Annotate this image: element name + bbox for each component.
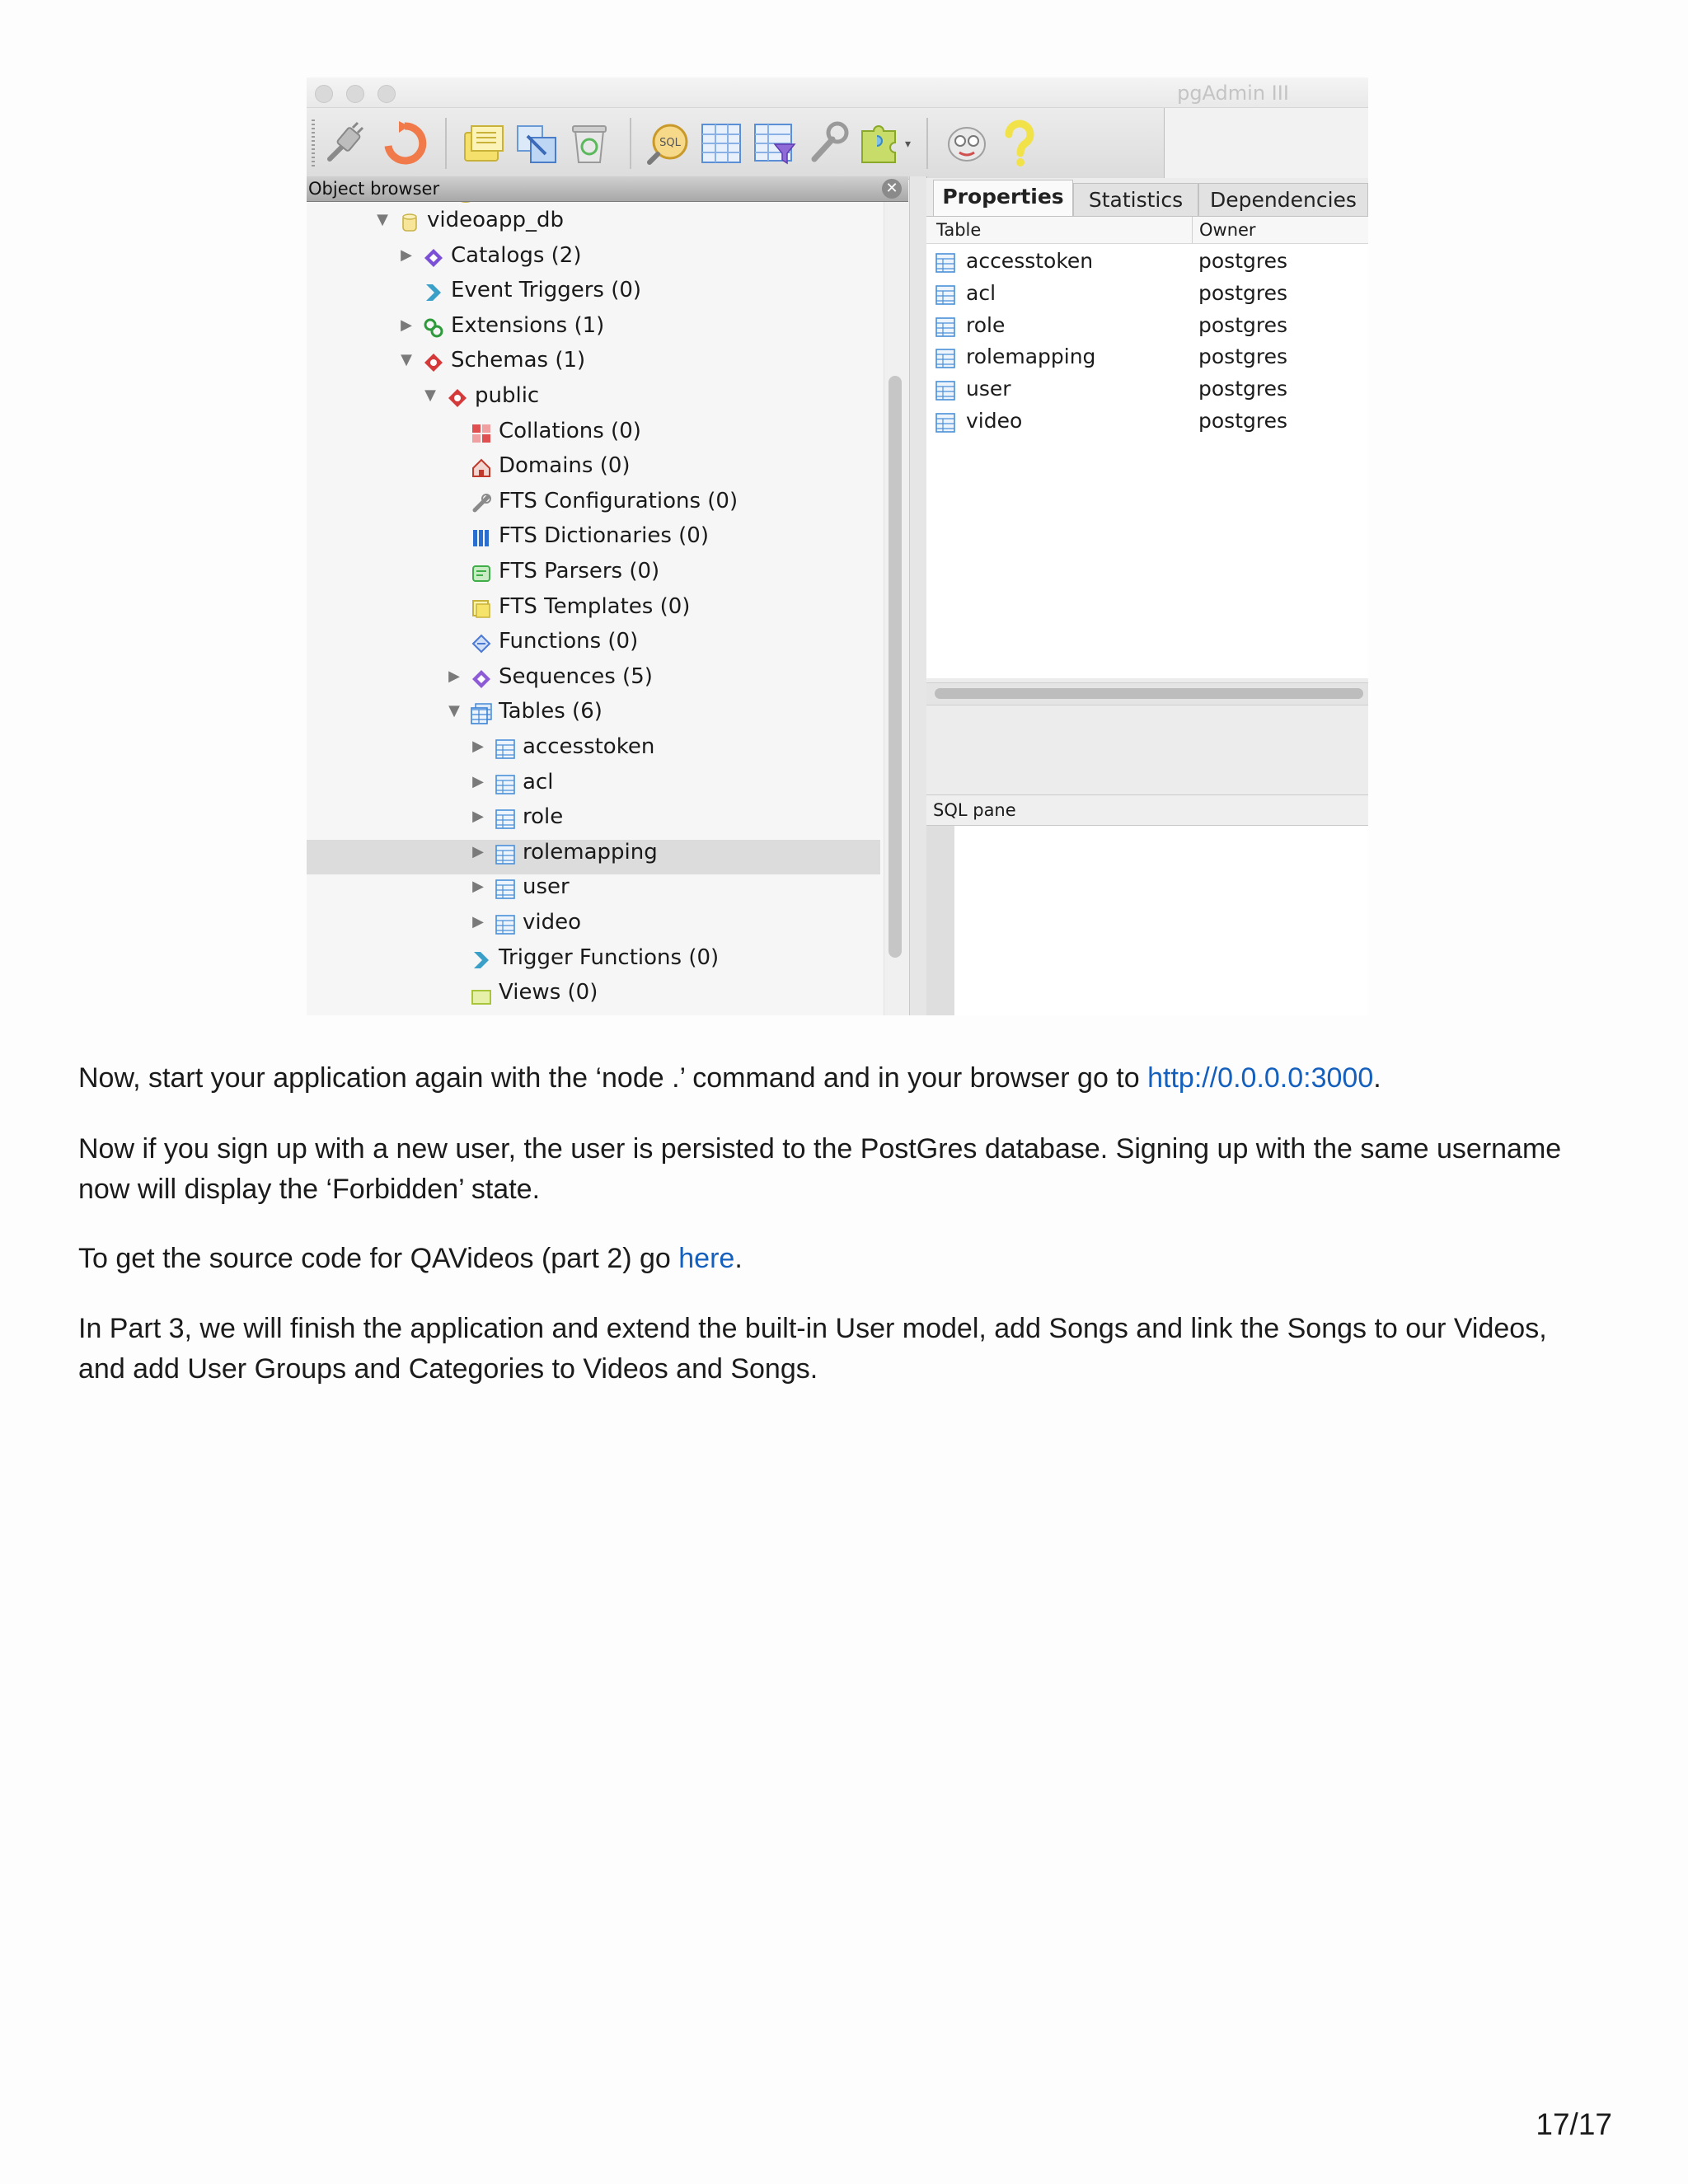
tables-list[interactable] bbox=[926, 216, 1368, 678]
tree-item[interactable] bbox=[307, 485, 880, 518]
tree-item[interactable] bbox=[307, 800, 880, 833]
paragraph-text: To get the source code for QAVideos (part 2) go bbox=[78, 1243, 679, 1274]
toolbar-grip[interactable] bbox=[312, 120, 315, 167]
table-name-cell: rolemapping bbox=[966, 344, 1096, 369]
plugins-dropdown-arrow[interactable]: ▾ bbox=[905, 138, 912, 151]
view-data-icon[interactable] bbox=[697, 120, 745, 167]
drop-icon[interactable] bbox=[565, 120, 613, 167]
table-icon bbox=[935, 251, 956, 272]
maintenance-icon[interactable] bbox=[803, 120, 851, 167]
tree-item-label: user bbox=[523, 874, 570, 900]
query-tool-icon[interactable] bbox=[645, 120, 692, 167]
table-icon bbox=[935, 378, 956, 400]
tree-item-label: acl bbox=[523, 769, 554, 794]
tree-item[interactable] bbox=[307, 906, 880, 939]
table-name-cell: video bbox=[966, 409, 1023, 433]
tree-item[interactable] bbox=[307, 766, 880, 799]
tree-item[interactable] bbox=[307, 870, 880, 903]
tree-item-label: Domains (0) bbox=[499, 453, 631, 479]
schemas-icon bbox=[423, 350, 444, 372]
expand-arrow-icon[interactable]: ▶ bbox=[472, 738, 484, 755]
sql-pane-editor[interactable] bbox=[926, 826, 1368, 1015]
tree-item[interactable] bbox=[307, 519, 880, 552]
tree-item-label: video bbox=[523, 910, 582, 935]
table-name-cell: role bbox=[966, 312, 1006, 337]
fts-dictionaries-icon bbox=[471, 526, 492, 547]
table-owner-cell: postgres bbox=[1198, 344, 1287, 369]
list-horizontal-scrollbar[interactable] bbox=[926, 682, 1368, 705]
tree-item[interactable] bbox=[307, 555, 880, 588]
tab-statistics[interactable]: Statistics bbox=[1073, 183, 1198, 216]
window-titlebar bbox=[307, 77, 1368, 108]
tree-item-label: rolemapping bbox=[523, 839, 658, 865]
sql-pane-label: SQL pane bbox=[933, 800, 1016, 820]
table-icon bbox=[935, 315, 956, 336]
fts-templates-icon bbox=[471, 597, 492, 618]
tables-icon bbox=[471, 701, 492, 723]
window-title: pgAdmin III bbox=[1177, 82, 1289, 105]
expand-arrow-icon[interactable]: ▶ bbox=[472, 808, 484, 826]
table-row[interactable] bbox=[926, 309, 1368, 341]
expand-arrow-icon[interactable]: ▶ bbox=[401, 316, 412, 334]
tree-item-label: Functions (0) bbox=[499, 629, 639, 654]
tree-item-label: Sequences (5) bbox=[499, 663, 653, 689]
collations-icon bbox=[471, 421, 492, 443]
tree-item-label: Schemas (1) bbox=[451, 348, 586, 373]
collapse-arrow-icon[interactable]: ▼ bbox=[424, 387, 436, 404]
tab-dependencies[interactable]: Dependencies bbox=[1198, 183, 1368, 216]
schema-icon bbox=[447, 386, 468, 407]
expand-arrow-icon[interactable]: ▶ bbox=[472, 913, 484, 930]
tree-item-label: FTS Configurations (0) bbox=[499, 488, 738, 513]
tree-item-label: Collations (0) bbox=[499, 418, 641, 443]
table-icon bbox=[495, 842, 516, 864]
functions-icon bbox=[471, 631, 492, 653]
page-number: 17/17 bbox=[1536, 2107, 1612, 2141]
pgadmin-window bbox=[307, 77, 1368, 1015]
properties-panel bbox=[926, 178, 1368, 1015]
filtered-data-icon[interactable] bbox=[750, 120, 798, 167]
help-icon[interactable] bbox=[996, 120, 1043, 167]
fts-configurations-icon bbox=[471, 491, 492, 513]
table-owner-cell: postgres bbox=[1198, 377, 1287, 401]
list-scrollbar-thumb[interactable] bbox=[935, 688, 1363, 699]
table-icon bbox=[935, 346, 956, 368]
sql-pane-header bbox=[926, 794, 1368, 826]
table-icon bbox=[495, 807, 516, 828]
tree-item[interactable] bbox=[307, 625, 880, 658]
help-wizard-icon[interactable] bbox=[943, 120, 991, 167]
tree-scrollbar-thumb[interactable] bbox=[889, 376, 902, 958]
expand-arrow-icon[interactable]: ▶ bbox=[472, 772, 484, 790]
table-owner-cell: postgres bbox=[1198, 280, 1287, 305]
table-icon bbox=[495, 737, 516, 758]
column-header-owner[interactable]: Owner bbox=[1192, 217, 1256, 243]
source-code-link[interactable]: here bbox=[678, 1243, 735, 1274]
tree-item[interactable] bbox=[307, 695, 880, 728]
properties-icon[interactable] bbox=[460, 120, 508, 167]
object-browser-title: Object browser bbox=[308, 179, 440, 199]
tree-item-label: Views (0) bbox=[499, 980, 598, 1005]
collapse-arrow-icon[interactable]: ▼ bbox=[401, 351, 412, 369]
object-browser-header bbox=[307, 176, 908, 202]
collapse-arrow-icon[interactable]: ▼ bbox=[377, 211, 388, 228]
table-row[interactable] bbox=[926, 277, 1368, 309]
table-icon bbox=[935, 283, 956, 304]
database-icon bbox=[399, 210, 420, 232]
tree-item[interactable] bbox=[307, 204, 880, 237]
localhost-link[interactable]: http://0.0.0.0:3000 bbox=[1147, 1062, 1374, 1094]
expand-arrow-icon[interactable]: ▶ bbox=[472, 842, 484, 860]
tree-item[interactable] bbox=[307, 730, 880, 763]
tree-item-label: Extensions (1) bbox=[451, 312, 605, 338]
tree-item-label: FTS Dictionaries (0) bbox=[499, 523, 709, 549]
table-icon bbox=[495, 772, 516, 794]
toolbar-separator bbox=[630, 118, 631, 169]
table-name-cell: user bbox=[966, 377, 1011, 401]
table-name-cell: accesstoken bbox=[966, 249, 1094, 273]
tree-item-label: FTS Templates (0) bbox=[499, 593, 691, 619]
list-column-header bbox=[926, 217, 1368, 244]
tree-item[interactable] bbox=[307, 344, 880, 377]
fts-parsers-icon bbox=[471, 561, 492, 583]
tree-item-label: Catalogs (2) bbox=[451, 242, 582, 268]
extensions-icon bbox=[423, 316, 444, 337]
tree-item-label: accesstoken bbox=[523, 734, 655, 759]
refresh-icon[interactable] bbox=[381, 120, 429, 167]
tree-item-label: role bbox=[523, 804, 564, 830]
tree-item[interactable] bbox=[307, 590, 880, 623]
properties-tabs bbox=[926, 178, 1368, 216]
column-header-table[interactable]: Table bbox=[936, 220, 982, 240]
paragraph-text: . bbox=[1373, 1062, 1381, 1094]
table-owner-cell: postgres bbox=[1198, 249, 1287, 273]
tree-item[interactable] bbox=[307, 976, 880, 1009]
table-row[interactable] bbox=[926, 373, 1368, 405]
expand-arrow-icon[interactable]: ▶ bbox=[472, 878, 484, 896]
views-icon bbox=[471, 982, 492, 1004]
object-browser-tree[interactable] bbox=[307, 202, 884, 1015]
paragraph-text: Now, start your application again with the ‘node .’ command and in your browser go to bbox=[78, 1062, 1148, 1094]
paragraph-start-app bbox=[78, 1058, 1620, 1099]
catalogs-icon bbox=[423, 246, 444, 267]
tree-item-label: videoapp_db bbox=[427, 208, 564, 232]
plugins-icon[interactable] bbox=[856, 120, 903, 167]
tree-item-label: Trigger Functions (0) bbox=[499, 944, 720, 970]
expand-arrow-icon[interactable]: ▶ bbox=[401, 246, 412, 264]
table-icon bbox=[495, 912, 516, 934]
collapse-arrow-icon[interactable]: ▼ bbox=[448, 702, 460, 720]
paragraph-signup: Now if you sign up with a new user, the user is persisted to the PostGres database. Signing up with the same username now will display the ‘Forbidden’ state. bbox=[78, 1133, 1562, 1205]
connect-icon[interactable] bbox=[321, 120, 369, 167]
sequences-icon bbox=[471, 667, 492, 688]
trigger-functions-icon bbox=[471, 948, 492, 969]
close-icon[interactable]: ✕ bbox=[882, 179, 902, 199]
tree-item-label: Event Triggers (0) bbox=[451, 278, 642, 303]
table-row[interactable] bbox=[926, 245, 1368, 277]
tree-item-label: FTS Parsers (0) bbox=[499, 559, 660, 583]
tree-item[interactable] bbox=[307, 309, 880, 342]
toolbar-separator bbox=[926, 118, 928, 169]
tree-item-label: public bbox=[475, 383, 540, 408]
create-icon[interactable] bbox=[513, 120, 560, 167]
table-row[interactable] bbox=[926, 405, 1368, 437]
table-owner-cell: postgres bbox=[1198, 312, 1287, 337]
expand-arrow-icon[interactable]: ▶ bbox=[448, 667, 460, 685]
table-icon bbox=[495, 877, 516, 898]
panel-splitter[interactable] bbox=[909, 176, 927, 1015]
main-toolbar bbox=[307, 108, 1165, 180]
paragraph-part-3: In Part 3, we will finish the application and extend the built-in User model, add Songs and link the Songs to our Videos, and add User Groups and Categories to Videos and Songs. bbox=[78, 1313, 1547, 1385]
table-icon bbox=[935, 410, 956, 432]
table-owner-cell: postgres bbox=[1198, 409, 1287, 433]
tree-item[interactable] bbox=[307, 379, 880, 412]
tree-item[interactable] bbox=[307, 836, 880, 869]
table-name-cell: acl bbox=[966, 280, 996, 305]
table-row[interactable] bbox=[926, 340, 1368, 373]
toolbar-separator bbox=[445, 118, 447, 169]
domains-icon bbox=[471, 456, 492, 477]
tree-item[interactable] bbox=[307, 415, 880, 448]
tab-properties[interactable]: Properties bbox=[933, 180, 1073, 216]
tree-item[interactable] bbox=[307, 239, 880, 272]
sql-pane-gutter bbox=[926, 826, 954, 1015]
tree-item-label: Tables (6) bbox=[499, 699, 603, 724]
event-triggers-icon bbox=[423, 280, 444, 302]
paragraph-source-code bbox=[78, 1239, 1620, 1279]
tree-item[interactable] bbox=[307, 660, 880, 693]
paragraph-text: . bbox=[734, 1243, 743, 1274]
tree-item[interactable] bbox=[307, 449, 880, 482]
tree-item[interactable] bbox=[307, 274, 880, 307]
svg-text:SQL: SQL bbox=[659, 137, 681, 149]
tree-item[interactable] bbox=[307, 941, 880, 974]
